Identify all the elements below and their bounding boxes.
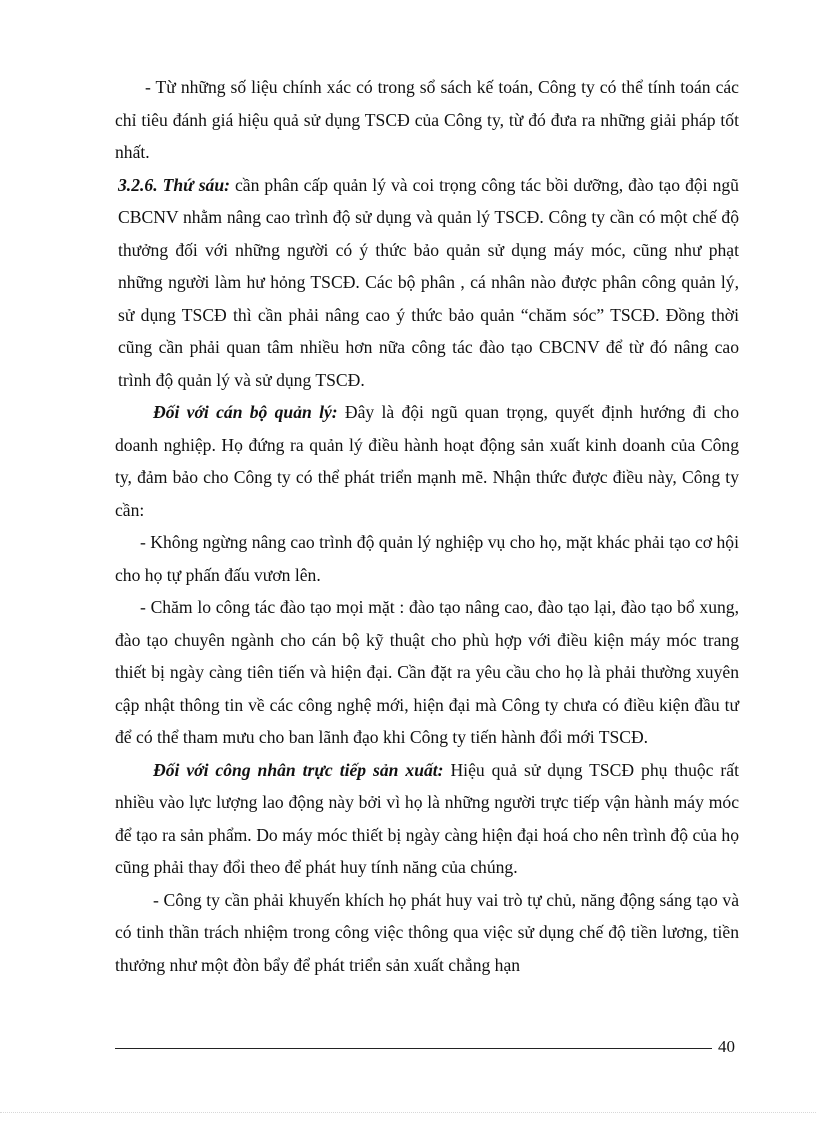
paragraph-bullet-training: [115, 591, 739, 754]
paragraph-text: cần phân cấp quản lý và coi trọng công tác bồi dưỡng, đào tạo đội ngũ CBCNV nhằm nâng cao trình độ sử dụng và quản lý TSCĐ. Công ty cần có một chế độ thưởng đối với những người có ý thức bảo quản sử dụng máy móc, cũng như phạt những người làm hư hỏng TSCĐ. Các bộ phân , cá nhân nào được phân công quản lý, sử dụng TSCĐ thì cần phải nâng cao ý thức bảo quản “chăm sóc” TSCĐ. Đồng thời cũng cần phải quan tâm nhiều hơn nữa công tác đào tạo CBCNV để từ đó nâng cao trình độ quản lý và sử dụng TSCĐ.: [118, 174, 739, 390]
paragraph-section-3-2-6: [118, 169, 739, 397]
paragraph-bullet-skills: [115, 526, 739, 591]
paragraph-accounting-data: [115, 71, 739, 169]
subheading-managers: Đối với cán bộ quản lý:: [153, 402, 338, 422]
footer-rule: [115, 1048, 712, 1049]
paragraph-text: - Chăm lo công tác đào tạo mọi mặt : đào tạo nâng cao, đào tạo lại, đào tạo bổ xung, đào tạo chuyên ngành cho cán bộ kỹ thuật cho phù hợp với điều kiện máy móc trang thiết bị ngày càng tiên tiến và hiện đại. Cần đặt ra yêu cầu cho họ là phải thường xuyên cập nhật thông tin về các công nghệ mới, hiện đại mà Công ty chưa có điều kiện đầu tư để có thể tham mưu cho ban lãnh đạo khi Công ty tiến hành đổi mới TSCĐ.: [115, 597, 739, 747]
paragraph-text: - Không ngừng nâng cao trình độ quản lý nghiệp vụ cho họ, mặt khác phải tạo cơ hội cho họ tự phấn đấu vươn lên.: [115, 532, 739, 585]
paragraph-text: - Từ những số liệu chính xác có trong sổ sách kế toán, Công ty có thể tính toán các chỉ tiêu đánh giá hiệu quả sử dụng TSCĐ của Công ty, từ đó đưa ra những giải pháp tốt nhất.: [115, 77, 739, 162]
section-heading-3-2-6: 3.2.6. Thứ sáu:: [118, 174, 230, 195]
paragraph-text: - Công ty cần phải khuyến khích họ phát huy vai trò tự chủ, năng động sáng tạo và có tinh thần trách nhiệm trong công việc thông qua việc sử dụng chế độ tiền lương, tiền thưởng như một đòn bẩy để phát triển sản xuất chẳng hạn: [115, 889, 739, 975]
paragraph-managers: [115, 396, 739, 526]
paragraph-text: Hiệu quả sử dụng TSCĐ phụ thuộc rất nhiều vào lực lượng lao động này bởi vì họ là những người trực tiếp vận hành máy móc để tạo ra sản phẩm. Do máy móc thiết bị ngày càng hiện đại hoá cho nên trình độ của họ cũng phải thay đổi theo để phát huy tính năng của chúng.: [115, 759, 739, 877]
paragraph-bullet-incentives: [115, 884, 739, 982]
paragraph-text: Đây là đội ngũ quan trọng, quyết định hướng đi cho doanh nghiệp. Họ đứng ra quản lý điều hành hoạt động sản xuất kinh doanh của Công ty, đảm bảo cho Công ty có thể phát triển mạnh mẽ. Nhận thức được điều này, Công ty cần:: [115, 402, 739, 520]
subheading-workers: Đối với công nhân trực tiếp sản xuất:: [153, 759, 444, 780]
paragraph-workers: [115, 754, 739, 884]
page-bottom-border: [0, 1112, 816, 1113]
document-body: [115, 71, 739, 981]
page-number: 40: [718, 1037, 735, 1056]
